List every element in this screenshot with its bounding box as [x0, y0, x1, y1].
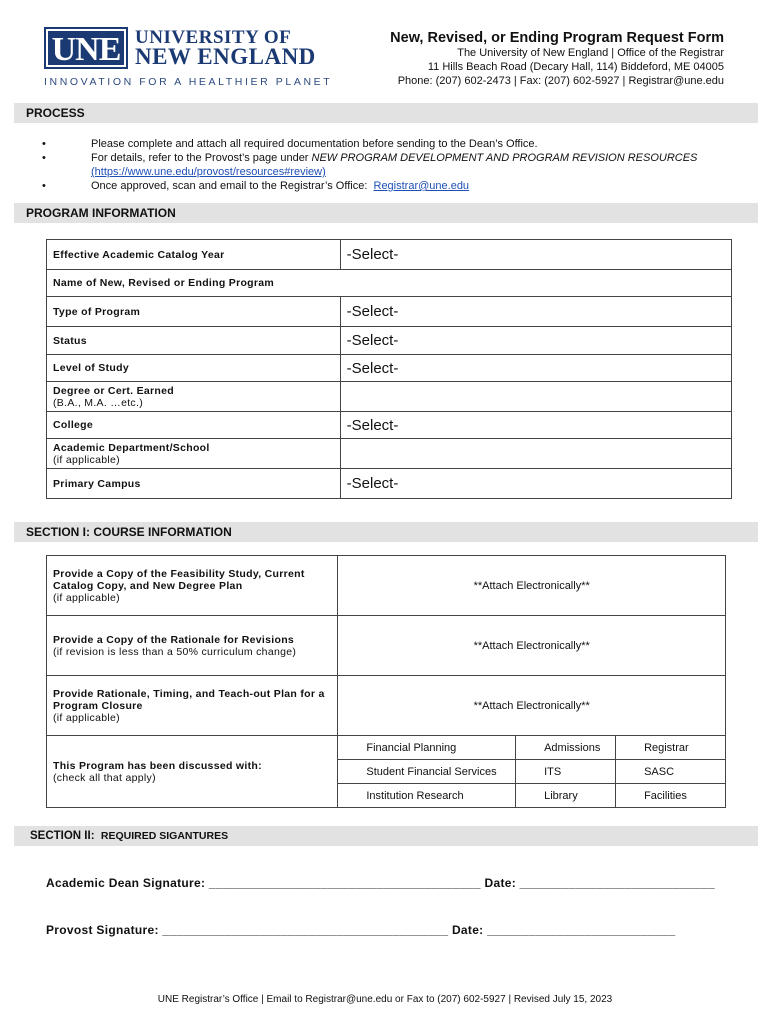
provost-signature-label: Provost Signature: [46, 923, 159, 937]
provost-date-line[interactable]: ___________________________ [487, 923, 676, 937]
status-select[interactable]: -Select- [340, 327, 731, 355]
bullet-icon: • [42, 180, 46, 192]
catalog-year-label: Effective Academic Catalog Year [47, 240, 341, 270]
provost-signature-row [46, 923, 675, 937]
program-info-heading: PROGRAM INFORMATION [14, 203, 758, 223]
closure-attach[interactable]: **Attach Electronically** [338, 676, 726, 736]
provost-signature-line[interactable]: _________________________________________ [162, 923, 449, 937]
course-info-table [46, 555, 726, 808]
campus-label: Primary Campus [47, 469, 341, 499]
check-registrar[interactable]: Registrar [616, 736, 726, 760]
section-2-heading-rest: REQUIRED SIGANTURES [100, 830, 229, 842]
process-bullet-1: Please complete and attach all required documentation before sending to the Dean’s Office. [91, 138, 538, 150]
process-bullet-3 [91, 179, 469, 193]
rationale-label: Provide a Copy of the Rationale for Revisions (if revision is less than a 50% curriculum change) [47, 616, 338, 676]
department-label: Academic Department/School (if applicable) [47, 439, 341, 469]
program-type-select[interactable]: -Select- [340, 297, 731, 327]
department-field[interactable] [340, 439, 731, 469]
bullet-3-prefix: Once approved, scan and email to the Registrar’s Office: [91, 180, 368, 192]
dean-signature-row [46, 876, 715, 890]
rationale-attach[interactable]: **Attach Electronically** [338, 616, 726, 676]
discussed-label: This Program has been discussed with: (check all that apply) [47, 736, 338, 808]
closure-label: Provide Rationale, Timing, and Teach-out Plan for a Program Closure (if applicable) [47, 676, 338, 736]
process-bullet-2 [91, 151, 697, 165]
check-sasc[interactable]: SASC [616, 760, 726, 784]
section-1-heading: SECTION I: COURSE INFORMATION [14, 522, 758, 542]
registrar-email-link[interactable]: Registrar@une.edu [373, 180, 470, 192]
process-heading: PROCESS [14, 103, 758, 123]
feasibility-attach[interactable]: **Attach Electronically** [338, 556, 726, 616]
check-financial-planning[interactable]: Financial Planning [338, 736, 516, 760]
dean-date-line[interactable]: ____________________________ [519, 876, 715, 890]
bullet-icon: • [42, 152, 46, 164]
address-line-2: 11 Hills Beach Road (Decary Hall, 114) Biddeford, ME 04005 [427, 61, 724, 73]
catalog-year-select[interactable]: -Select- [340, 240, 731, 270]
une-logo-mark: UNE [44, 27, 128, 69]
level-label: Level of Study [47, 355, 341, 382]
address-line-1: The University of New England | Office of the Registrar [457, 47, 724, 59]
logo-new-england: NEW ENGLAND [135, 44, 316, 69]
dean-signature-label: Academic Dean Signature: [46, 876, 206, 890]
feasibility-label: Provide a Copy of the Feasibility Study, Current Catalog Copy, and New Degree Plan (if applicable) [47, 556, 338, 616]
campus-select[interactable]: -Select- [340, 469, 731, 499]
status-label: Status [47, 327, 341, 355]
check-student-financial-services[interactable]: Student Financial Services [338, 760, 516, 784]
logo-tagline: INNOVATION FOR A HEALTHIER PLANET [44, 76, 333, 88]
bullet-icon: • [42, 138, 46, 150]
provost-resources-link[interactable]: (https://www.une.edu/provost/resources#review) [91, 166, 326, 178]
bullet-2-prefix: For details, refer to the Provost’s page under [91, 152, 312, 164]
check-institution-research[interactable]: Institution Research [338, 784, 516, 808]
college-select[interactable]: -Select- [340, 412, 731, 439]
bullet-2-italic: NEW PROGRAM DEVELOPMENT AND PROGRAM REVISION RESOURCES [311, 152, 698, 164]
form-title: New, Revised, or Ending Program Request Form [390, 30, 724, 46]
check-facilities[interactable]: Facilities [616, 784, 726, 808]
degree-label: Degree or Cert. Earned (B.A., M.A. …etc.) [47, 382, 341, 412]
section-2-heading-bold: SECTION II: [30, 830, 95, 842]
check-its[interactable]: ITS [516, 760, 616, 784]
program-type-label: Type of Program [47, 297, 341, 327]
dean-date-label: Date: [484, 876, 517, 890]
college-label: College [47, 412, 341, 439]
provost-date-label: Date: [451, 923, 484, 937]
program-info-table [46, 239, 732, 499]
check-admissions[interactable]: Admissions [516, 736, 616, 760]
program-name-label[interactable]: Name of New, Revised or Ending Program [47, 270, 732, 297]
degree-field[interactable] [340, 382, 731, 412]
check-library[interactable]: Library [516, 784, 616, 808]
page-footer: UNE Registrar’s Office | Email to Registrar@une.edu or Fax to (207) 602-5927 | Revised July 15, 2023 [157, 994, 613, 1005]
process-bullets [42, 137, 697, 193]
level-select[interactable]: -Select- [340, 355, 731, 382]
dean-signature-line[interactable]: _______________________________________ [208, 876, 481, 890]
address-line-3: Phone: (207) 602-2473 | Fax: (207) 602-5927 | Registrar@une.edu [397, 75, 724, 87]
section-2-heading [14, 826, 758, 846]
logo-university-of: UNIVERSITY OF [135, 27, 292, 48]
